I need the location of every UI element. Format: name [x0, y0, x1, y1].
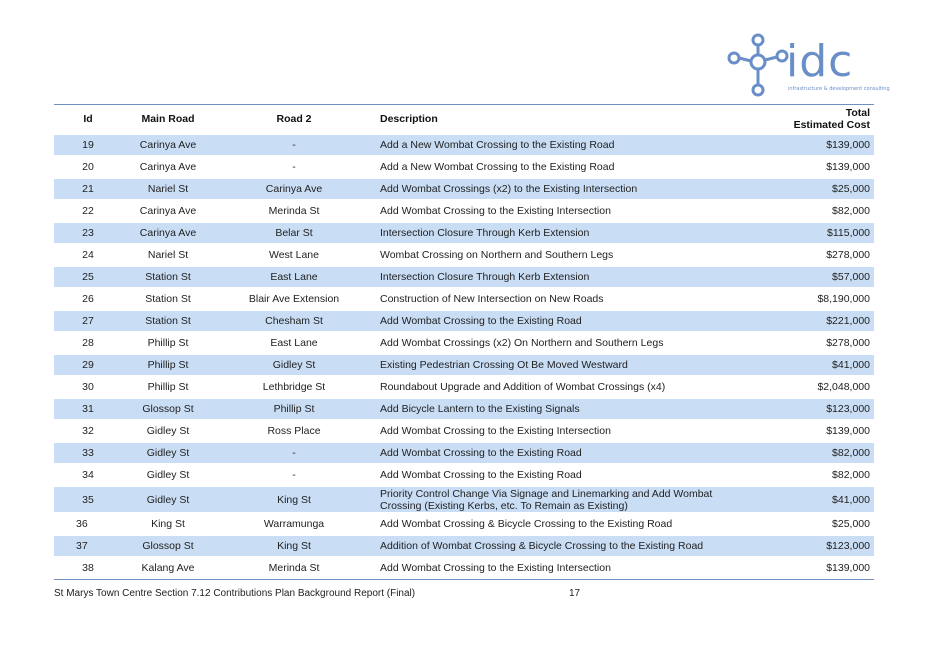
table-header-row — [54, 105, 874, 135]
cell-road2: East Lane — [214, 332, 374, 354]
cell-main-road: Carinya Ave — [122, 134, 214, 156]
cell-road2: - — [214, 156, 374, 178]
cell-cost: $278,000 — [752, 332, 874, 354]
table-row — [54, 266, 874, 288]
cell-description: Add Wombat Crossing to the Existing Road — [374, 464, 752, 486]
cell-id: 26 — [54, 288, 122, 310]
cell-description: Add a New Wombat Crossing to the Existing Road — [374, 134, 752, 156]
header-total-estimated-cost — [752, 105, 874, 135]
cell-id: 24 — [54, 244, 122, 266]
cell-main-road: Nariel St — [122, 244, 214, 266]
table-row — [54, 398, 874, 420]
cell-road2: Warramunga — [214, 513, 374, 535]
table-row — [54, 332, 874, 354]
table-row — [54, 156, 874, 178]
header-id: Id — [54, 105, 122, 135]
cell-main-road: Carinya Ave — [122, 156, 214, 178]
cell-cost: $139,000 — [752, 134, 874, 156]
cell-cost: $41,000 — [752, 354, 874, 376]
cost-table — [54, 104, 874, 580]
cell-id: 35 — [54, 486, 122, 513]
cell-description: Construction of New Intersection on New Roads — [374, 288, 752, 310]
logo-subtitle: infrastructure & development consulting — [788, 86, 890, 92]
cell-road2: Merinda St — [214, 200, 374, 222]
cell-description: Existing Pedestrian Crossing Ot Be Moved Westward — [374, 354, 752, 376]
header-cost-line1: Total — [845, 107, 870, 119]
header-main-road: Main Road — [122, 105, 214, 135]
cell-road2: Merinda St — [214, 557, 374, 579]
cell-description: Add Wombat Crossing & Bicycle Crossing to the Existing Road — [374, 513, 752, 535]
cell-id: 23 — [54, 222, 122, 244]
table-row — [54, 486, 874, 513]
cell-main-road: Glossop St — [122, 398, 214, 420]
cell-cost: $278,000 — [752, 244, 874, 266]
cell-id: 28 — [54, 332, 122, 354]
footer-report-title: St Marys Town Centre Section 7.12 Contributions Plan Background Report (Final) — [54, 588, 416, 599]
table-body — [54, 134, 874, 579]
cell-main-road: Station St — [122, 310, 214, 332]
cell-main-road: Phillip St — [122, 354, 214, 376]
cell-description: Add Wombat Crossing to the Existing Intersection — [374, 200, 752, 222]
cell-road2: - — [214, 442, 374, 464]
cell-main-road: Phillip St — [122, 332, 214, 354]
cell-id: 22 — [54, 200, 122, 222]
cell-description: Add Wombat Crossing to the Existing Intersection — [374, 557, 752, 579]
cell-main-road: Phillip St — [122, 376, 214, 398]
table-row — [54, 557, 874, 579]
table-row — [54, 354, 874, 376]
cell-road2: - — [214, 134, 374, 156]
cell-id: 34 — [54, 464, 122, 486]
table-row — [54, 464, 874, 486]
cell-main-road: Gidley St — [122, 420, 214, 442]
cell-cost: $139,000 — [752, 420, 874, 442]
cell-description: Wombat Crossing on Northern and Southern Legs — [374, 244, 752, 266]
cell-main-road: King St — [122, 513, 214, 535]
cell-main-road: Gidley St — [122, 464, 214, 486]
table-row — [54, 178, 874, 200]
cell-cost: $82,000 — [752, 442, 874, 464]
cell-id: 36 — [54, 513, 122, 535]
cell-description: Intersection Closure Through Kerb Extension — [374, 222, 752, 244]
cell-main-road: Carinya Ave — [122, 222, 214, 244]
cell-id: 20 — [54, 156, 122, 178]
cell-id: 29 — [54, 354, 122, 376]
cell-description: Add Bicycle Lantern to the Existing Signals — [374, 398, 752, 420]
cell-road2: Gidley St — [214, 354, 374, 376]
header-road2: Road 2 — [214, 105, 374, 135]
header-cost-line2: Estimated Cost — [793, 119, 870, 131]
cell-description: Add a New Wombat Crossing to the Existing Road — [374, 156, 752, 178]
cell-id: 38 — [54, 557, 122, 579]
cell-main-road: Gidley St — [122, 486, 214, 513]
cell-road2: Belar St — [214, 222, 374, 244]
cell-cost: $2,048,000 — [752, 376, 874, 398]
cell-road2: - — [214, 464, 374, 486]
cell-cost: $123,000 — [752, 398, 874, 420]
cell-id: 30 — [54, 376, 122, 398]
cell-main-road: Station St — [122, 266, 214, 288]
cell-cost: $115,000 — [752, 222, 874, 244]
cell-description: Add Wombat Crossings (x2) On Northern and Southern Legs — [374, 332, 752, 354]
table-row — [54, 535, 874, 557]
cell-description: Roundabout Upgrade and Addition of Wombat Crossings (x4) — [374, 376, 752, 398]
table-row — [54, 288, 874, 310]
cell-cost: $82,000 — [752, 464, 874, 486]
cell-id: 37 — [54, 535, 122, 557]
cell-road2: Lethbridge St — [214, 376, 374, 398]
cell-main-road: Carinya Ave — [122, 200, 214, 222]
cell-cost: $41,000 — [752, 486, 874, 513]
cell-cost: $82,000 — [752, 200, 874, 222]
cell-id: 33 — [54, 442, 122, 464]
cell-road2: King St — [214, 535, 374, 557]
cell-main-road: Nariel St — [122, 178, 214, 200]
header-description: Description — [374, 105, 752, 135]
cell-description: Intersection Closure Through Kerb Extension — [374, 266, 752, 288]
cell-main-road: Gidley St — [122, 442, 214, 464]
table-row — [54, 376, 874, 398]
cell-road2: Blair Ave Extension — [214, 288, 374, 310]
cell-road2: Phillip St — [214, 398, 374, 420]
cell-road2: West Lane — [214, 244, 374, 266]
cell-id: 31 — [54, 398, 122, 420]
cell-id: 21 — [54, 178, 122, 200]
cell-id: 27 — [54, 310, 122, 332]
table-row — [54, 200, 874, 222]
cell-id: 25 — [54, 266, 122, 288]
cell-cost: $57,000 — [752, 266, 874, 288]
cell-cost: $221,000 — [752, 310, 874, 332]
table-row — [54, 222, 874, 244]
cell-main-road: Station St — [122, 288, 214, 310]
table-row — [54, 310, 874, 332]
cell-cost: $139,000 — [752, 557, 874, 579]
cell-main-road: Kalang Ave — [122, 557, 214, 579]
cell-road2: Carinya Ave — [214, 178, 374, 200]
cell-id: 32 — [54, 420, 122, 442]
cell-main-road: Glossop St — [122, 535, 214, 557]
cell-cost: $123,000 — [752, 535, 874, 557]
table-row — [54, 244, 874, 266]
cell-description: Add Wombat Crossing to the Existing Road — [374, 442, 752, 464]
cell-cost: $25,000 — [752, 178, 874, 200]
cell-cost: $139,000 — [752, 156, 874, 178]
table-row — [54, 134, 874, 156]
cell-road2: Chesham St — [214, 310, 374, 332]
cell-id: 19 — [54, 134, 122, 156]
table-row — [54, 442, 874, 464]
cell-road2: East Lane — [214, 266, 374, 288]
logo-wordmark: idc — [786, 36, 854, 87]
page-number: 17 — [569, 588, 581, 599]
cell-road2: King St — [214, 486, 374, 513]
table-row — [54, 420, 874, 442]
cell-road2: Ross Place — [214, 420, 374, 442]
cell-description: Add Wombat Crossing to the Existing Road — [374, 310, 752, 332]
table-row — [54, 513, 874, 535]
cell-description: Addition of Wombat Crossing & Bicycle Crossing to the Existing Road — [374, 535, 752, 557]
cell-cost: $25,000 — [752, 513, 874, 535]
cell-description: Add Wombat Crossings (x2) to the Existing Intersection — [374, 178, 752, 200]
cell-description: Add Wombat Crossing to the Existing Intersection — [374, 420, 752, 442]
cell-description: Priority Control Change Via Signage and Linemarking and Add Wombat Crossing (Existing Kerbs, etc. To Remain as Existing) — [374, 486, 752, 513]
cell-cost: $8,190,000 — [752, 288, 874, 310]
